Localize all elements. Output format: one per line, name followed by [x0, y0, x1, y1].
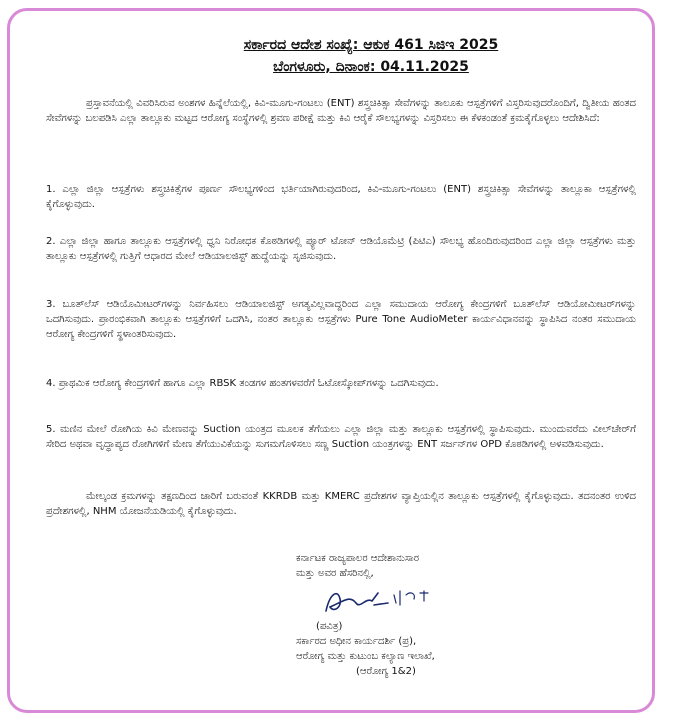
- order-place-date: ಬೆಂಗಳೂರು, ದಿನಾಂಕ: 04.11.2025: [273, 59, 469, 75]
- signatory-section: (ಆರೋಗ್ಯ 1&2): [356, 666, 416, 677]
- order-number: ಸರ್ಕಾರದ ಆದೇಶ ಸಂಖ್ಯೆ: ಆಕುಕ 461 ಸಿಜಿಇ 2025: [243, 37, 499, 53]
- point-2: 2. ಎಲ್ಲಾ ಜಿಲ್ಲಾ ಹಾಗೂ ತಾಲ್ಲೂಕು ಆಸ್ಪತ್ರೆಗಳಲ್ಲಿ ಧ್ವನಿ ನಿರೋಧಕ ಕೊಠಡಿಗಳಲ್ಲಿ ಪ್ಯೂರ್ ಟೋನ್ ಆಡಿಯೊಮೆಟ್ರಿ (ಪಿಟಿಎ) ಸೌಲಭ್ಯ ಹೊಂದಿರುವುದರಿಂದ ಎಲ್ಲಾ ಜಿಲ್ಲಾ ಆಸ್ಪತ್ರೆಗಳು ಮತ್ತು ತಾಲ್ಲೂಕು ಆಸ್ಪತ್ರೆಗಳಲ್ಲಿ ಗುತ್ತಿಗೆ ಆಧಾರದ ಮೇಲೆ ಆಡಿಯಾಲಜಿಸ್ಟ್ ಹುದ್ದೆಯನ್ನು ಸೃಜಿಸುವುದು.: [46, 236, 636, 262]
- order-authority-line-1: ಕರ್ನಾಟಕ ರಾಜ್ಯಪಾಲರ ಆದೇಶಾನುಸಾರ: [296, 553, 420, 564]
- point-1: 1. ಎಲ್ಲಾ ಜಿಲ್ಲಾ ಆಸ್ಪತ್ರೆಗಳು ಶಸ್ತ್ರಚಿಕಿತ್ಸೆಗಳ ಪೂರ್ಣ ಸೌಲಭ್ಯಗಳಿಂದ ಭರ್ತಿಯಾಗಿರುವುದರಿಂದ, ಕಿವಿ-ಮೂಗು-ಗಂಟಲು (ENT) ಶಸ್ತ್ರಚಿಕಿತ್ಸಾ ಸೇವೆಗಳನ್ನು ತಾಲ್ಲೂಕಾ ಆಸ್ಪತ್ರೆಗಳಲ್ಲಿ ಕೈಗೊಳ್ಳುವುದು.: [46, 184, 636, 210]
- government-order: [46, 34, 636, 677]
- signatory-designation: ಸರ್ಕಾರದ ಅಧೀನ ಕಾರ್ಯದರ್ಶಿ (ಪ್ರ),: [296, 636, 417, 647]
- point-4: 4. ಪ್ರಾಥಮಿಕ ಆರೋಗ್ಯ ಕೇಂದ್ರಗಳಿಗೆ ಹಾಗೂ ಎಲ್ಲಾ RBSK ತಂಡಗಳ ಹಂತಗಳವರೆಗೆ ಓಟೋಸ್ಕೋಪ್‌ಗಳನ್ನು ಒದಗಿಸುವುದು.: [46, 378, 439, 389]
- preamble-paragraph: ಪ್ರಸ್ತಾವನೆಯಲ್ಲಿ ವಿವರಿಸಿರುವ ಅಂಶಗಳ ಹಿನ್ನೆಲೆಯಲ್ಲಿ, ಕಿವಿ-ಮೂಗು-ಗಂಟಲು (ENT) ಶಸ್ತ್ರಚಿಕಿತ್ಸಾ ಸೇವೆಗಳನ್ನು ತಾಲೂಕು ಆಸ್ಪತ್ರೆಗಳಿಗೆ ವಿಸ್ತರಿಸುವುದರೊಂದಿಗೆ, ದ್ವಿತೀಯ ಹಂತದ ಸೇವೆಗಳನ್ನು ಬಲಪಡಿಸಿ ಎಲ್ಲಾ ತಾಲ್ಲೂಕು ಮಟ್ಟದ ಆರೋಗ್ಯ ಸಂಸ್ಥೆಗಳಲ್ಲಿ ಶ್ರವಣ ಪರೀಕ್ಷೆ ಮತ್ತು ಕಿವಿ ಆರೈಕೆ ಸೌಲಭ್ಯಗಳನ್ನು ವಿಸ್ತರಿಸಲು ಈ ಕೆಳಕಂಡಂತೆ ಕ್ರಮಕೈಗೊಳ್ಳಲು ಆದೇಶಿಸಿದೆ:: [46, 98, 636, 124]
- signatory-name: (ಪವಿತ್ರ): [316, 621, 343, 632]
- handwritten-signature: [316, 583, 446, 619]
- order-heading: [106, 34, 636, 78]
- order-authority-line-2: ಮತ್ತು ಅವರ ಹೆಸರಿನಲ್ಲಿ,: [296, 568, 374, 579]
- point-3: 3. ಬೂತ್‌ಲೆಸ್ ಆಡಿಯೊಮೀಟರ್‌ಗಳನ್ನು ನಿರ್ವಹಿಸಲು ಆಡಿಯಾಲಜಿಸ್ಟ್ ಅಗತ್ಯವಿಲ್ಲವಾದ್ದರಿಂದ ಎಲ್ಲಾ ಸಮುದಾಯ ಆರೋಗ್ಯ ಕೇಂದ್ರಗಳಿಗೆ ಬೂತ್‌ಲೆಸ್ ಆಡಿಯೋಮೀಟರ್‌ಗಳನ್ನು ಒದಗಿಸುವುದು. ಪ್ರಾರಂಭಿಕವಾಗಿ ತಾಲ್ಲೂಕು ಆಸ್ಪತ್ರೆಗಳಿಗೆ ಒದಗಿಸಿ, ನಂತರ ತಾಲ್ಲೂಕು ಆಸ್ಪತ್ರೆಗಳು Pure Tone AudioMeter ಕಾರ್ಯವಿಧಾನವನ್ನು ಸ್ಥಾಪಿಸಿದ ನಂತರ ಸಮುದಾಯ ಆರೋಗ್ಯ ಕೇಂದ್ರಗಳಿಗೆ ಸ್ಥಳಾಂತರಿಸುವುದು.: [46, 299, 636, 340]
- signature-block: [296, 551, 586, 679]
- signatory-department: ಆರೋಗ್ಯ ಮತ್ತು ಕುಟುಂಬ ಕಲ್ಯಾಣ ಇಲಾಖೆ,: [296, 651, 435, 662]
- point-5: 5. ಮಣಿನ ಮೇಲೆ ರೋಗಿಯ ಕಿವಿ ಮೇಣವನ್ನು Suction ಯಂತ್ರದ ಮೂಲಕ ತೆಗೆಯಲು ಎಲ್ಲಾ ಜಿಲ್ಲಾ ಮತ್ತು ತಾಲ್ಲೂಕು ಆಸ್ಪತ್ರೆಗಳಲ್ಲಿ ಸ್ಥಾಪಿಸುವುದು. ಮುಂದುವರೆದು ವೀಲ್‌ಚೇರ್‌ಗೆ ಸೇರಿದ ಅಥವಾ ವೃದ್ಧಾಪ್ಯದ ರೋಗಿಗಳಿಗೆ ಮೇಣ ತೆಗೆಯುವಿಕೆಯನ್ನು ಸುಗಮಗೊಳಿಸಲು ಸಣ್ಣ Suction ಯಂತ್ರಗಳನ್ನು ENT ಸರ್ಜನ್‌ಗಳ OPD ಕೊಠಡಿಗಳಲ್ಲಿ ಅಳವಡಿಸುವುದು.: [46, 424, 636, 450]
- closing-paragraph: ಮೇಲ್ಕಂಡ ಕ್ರಮಗಳನ್ನು ತಕ್ಷಣದಿಂದ ಜಾರಿಗೆ ಬರುವಂತೆ KKRDB ಮತ್ತು KMERC ಪ್ರದೇಶಗಳ ವ್ಯಾಪ್ತಿಯಲ್ಲಿನ ತಾಲ್ಲೂಕು ಆಸ್ಪತ್ರೆಗಳಲ್ಲಿ ಕೈಗೊಳ್ಳುವುದು. ತದನಂತರ ಉಳಿದ ಪ್ರದೇಶಗಳಲ್ಲಿ, NHM ಯೋಜನೆಯಡಿಯಲ್ಲಿ ಕೈಗೊಳ್ಳುವುದು.: [46, 491, 636, 517]
